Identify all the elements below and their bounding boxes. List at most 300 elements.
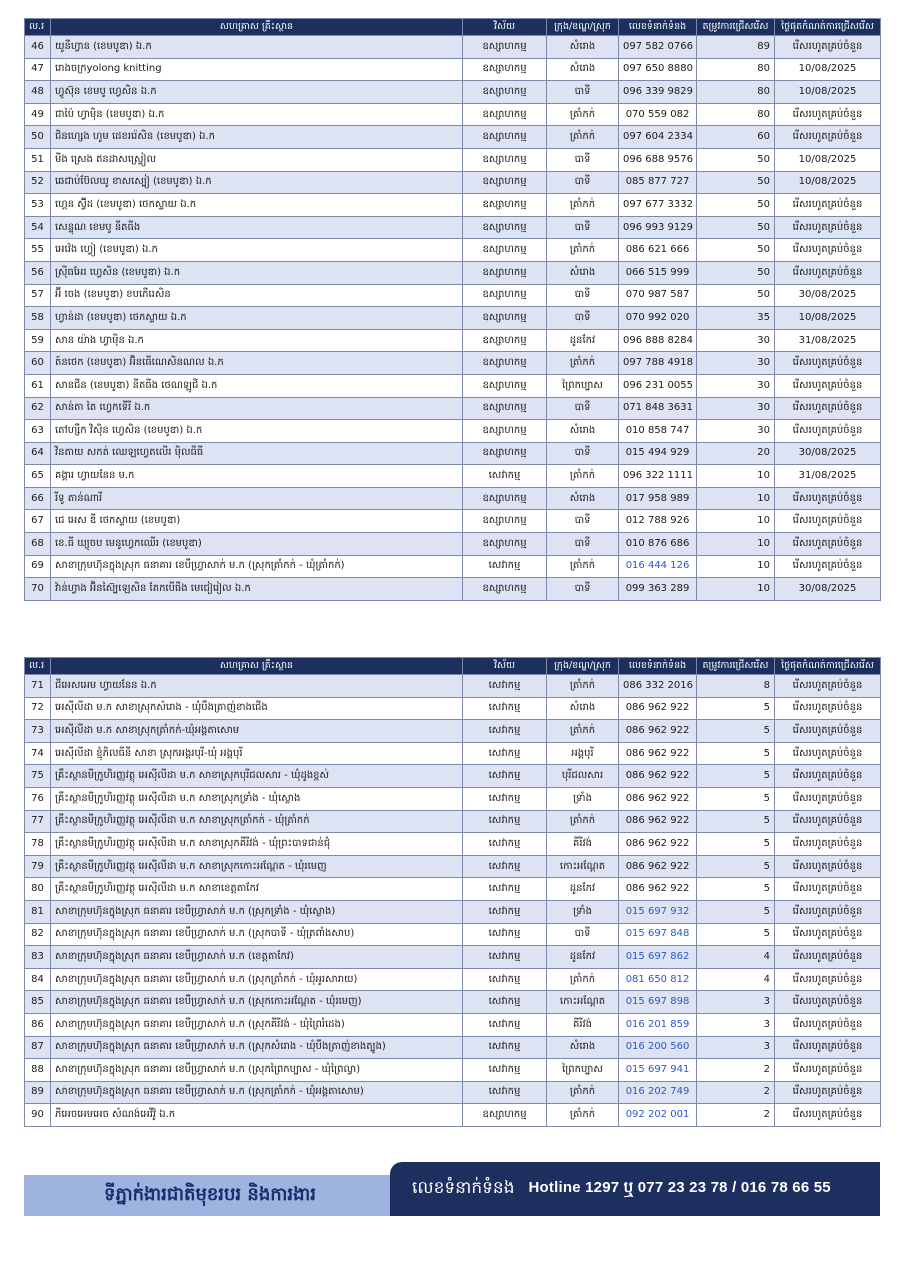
table-row (25, 352, 881, 375)
location-cell: ដូនកែវ (547, 946, 619, 969)
row-number: 75 (25, 765, 51, 788)
header-count: តម្រូវការជ្រើសរើស (697, 19, 775, 36)
header-deadline: ថ្ងៃផុតកំណត់ការជ្រើសរើស (775, 658, 881, 675)
row-number: 46 (25, 36, 51, 59)
phone-cell[interactable]: 016 200 560 (619, 1036, 697, 1059)
row-number: 61 (25, 374, 51, 397)
table-row (25, 675, 881, 698)
table-row (25, 58, 881, 81)
job-table-1-body (25, 36, 881, 601)
location-cell: ទ្រាំង (547, 900, 619, 923)
row-number: 69 (25, 555, 51, 578)
table-row (25, 991, 881, 1014)
company-name: សាខាក្រុមហ៊ុនក្នុងស្រុក ធនាគារ ខេបឺហ្វ្រាសាក់ ម.ក (ស្រុកគីរីវង់ - ឃុំព្រៃរំដេង) (51, 1013, 463, 1036)
location-cell: ត្រាំកក់ (547, 810, 619, 833)
location-cell: បាទី (547, 510, 619, 533)
location-cell: អង្គបុរី (547, 742, 619, 765)
row-number: 88 (25, 1059, 51, 1082)
company-name: សាខាក្រុមហ៊ុនក្នុងស្រុក ធនាគារ ខេបឺហ្វ្រាសាក់ ម.ក (ស្រុកព្រៃកប្បាស - ឃុំព្រៃល្វា) (51, 1059, 463, 1082)
hire-count-cell: 80 (697, 58, 775, 81)
sector-cell: ឧស្សាហកម្ម (463, 148, 547, 171)
row-number: 66 (25, 487, 51, 510)
phone-cell[interactable]: 012 788 926 (619, 510, 697, 533)
location-cell: ត្រាំកក់ (547, 720, 619, 743)
header-phone: លេខទំនាក់ទំនង (619, 19, 697, 36)
row-number: 85 (25, 991, 51, 1014)
deadline-cell: រើសរហូតគ្រប់ចំនួន (775, 878, 881, 901)
sector-cell: ឧស្សាហកម្ម (463, 374, 547, 397)
sector-cell: សេវាកម្ម (463, 991, 547, 1014)
company-name: អេស៊ីលីដា ខ្មុំភិលធីនី សាខា ស្រុកអង្គរបុរី-ឃុំ អង្គបុរី (51, 742, 463, 765)
location-cell: ត្រាំកក់ (547, 1081, 619, 1104)
table-row (25, 533, 881, 556)
row-number: 70 (25, 578, 51, 601)
table-row (25, 284, 881, 307)
company-name: សាខាក្រុមហ៊ុនក្នុងស្រុក ធនាគារ ខេបឺហ្វ្រាសាក់ ម.ក (ខេត្តតាកែវ) (51, 946, 463, 969)
phone-cell[interactable]: 066 515 999 (619, 261, 697, 284)
location-cell: សំរោង (547, 420, 619, 443)
deadline-cell: រើសរហូតគ្រប់ចំនួន (775, 397, 881, 420)
sector-cell: ឧស្សាហកម្ម (463, 1104, 547, 1127)
phone-cell[interactable]: 086 332 2016 (619, 675, 697, 698)
hire-count-cell: 2 (697, 1059, 775, 1082)
deadline-cell: 31/08/2025 (775, 329, 881, 352)
sector-cell: ឧស្សាហកម្ម (463, 420, 547, 443)
table-row (25, 555, 881, 578)
sector-cell: សេវាកម្ម (463, 1036, 547, 1059)
phone-cell[interactable]: 097 582 0766 (619, 36, 697, 59)
hire-count-cell: 50 (697, 284, 775, 307)
hire-count-cell: 5 (697, 878, 775, 901)
row-number: 87 (25, 1036, 51, 1059)
sector-cell: សេវាកម្ម (463, 833, 547, 856)
hire-count-cell: 35 (697, 307, 775, 330)
location-cell: សំរោង (547, 487, 619, 510)
table-header-row (25, 19, 881, 36)
deadline-cell: រើសរហូតគ្រប់ចំនួន (775, 126, 881, 149)
location-cell: បាទី (547, 216, 619, 239)
hire-count-cell: 2 (697, 1081, 775, 1104)
hire-count-cell: 5 (697, 697, 775, 720)
company-name: ហ្វាន់ដា (ខេមបូឌា) ថេកស្ទាយ ឯ.ក (51, 307, 463, 330)
phone-cell[interactable]: 010 876 686 (619, 533, 697, 556)
row-number: 83 (25, 946, 51, 969)
phone-cell[interactable]: 010 858 747 (619, 420, 697, 443)
company-name: សាខាក្រុមហ៊ុនក្នុងស្រុក ធនាគារ ខេបឺហ្វ្រាសាក់ ម.ក (ស្រុកត្រាំកក់ - ឃុំអង្គតាសោម) (51, 1081, 463, 1104)
table-row (25, 36, 881, 59)
company-name: សាខាក្រុមហ៊ុនក្នុងស្រុក ធនាគារ ខេបឺហ្វ្រាសាក់ ម.ក (ស្រុកសំរោង - ឃុំបឹងត្រាញ់ខាងត្បូង) (51, 1036, 463, 1059)
deadline-cell: រើសរហូតគ្រប់ចំនួន (775, 1059, 881, 1082)
company-name: អេស៊ីលីដា ម.ក សាខាស្រុកសំរោង - ឃុំបឹងត្រាញ់ខាងជើង (51, 697, 463, 720)
deadline-cell: រើសរហូតគ្រប់ចំនួន (775, 720, 881, 743)
company-name: សាន យ៉ាង ហ្វាម៉ិន ឯ.ក (51, 329, 463, 352)
phone-cell[interactable]: 099 363 289 (619, 578, 697, 601)
hire-count-cell: 3 (697, 991, 775, 1014)
table-row (25, 787, 881, 810)
company-name: សាខាក្រុមហ៊ុនក្នុងស្រុក ធនាគារ ខេបឺហ្វ្រាសាក់ ម.ក (ស្រុកត្រាំកក់ - ឃុំអូរសារាយ) (51, 968, 463, 991)
row-number: 71 (25, 675, 51, 698)
location-cell: បុរីជលសារ (547, 765, 619, 788)
company-name: សេន្ទុណ ខេមបូ នីតធីង (51, 216, 463, 239)
deadline-cell: រើសរហូតគ្រប់ចំនួន (775, 510, 881, 533)
table-row (25, 216, 881, 239)
phone-cell[interactable]: 097 788 4918 (619, 352, 697, 375)
company-name: តៅហ្សឺក វិស៊ិន ហ្វេសិន (ខេមបូឌា) ឯ.ក (51, 420, 463, 443)
phone-cell[interactable]: 086 962 922 (619, 855, 697, 878)
header-phone: លេខទំនាក់ទំនង (619, 658, 697, 675)
row-number: 74 (25, 742, 51, 765)
phone-cell[interactable]: 086 962 922 (619, 787, 697, 810)
deadline-cell: រើសរហូតគ្រប់ចំនួន (775, 946, 881, 969)
row-number: 49 (25, 103, 51, 126)
contact-label: លេខទំនាក់ទំនង (412, 1177, 515, 1198)
hire-count-cell: 10 (697, 555, 775, 578)
deadline-cell: 10/08/2025 (775, 307, 881, 330)
phone-cell[interactable]: 092 202 001 (619, 1104, 697, 1127)
hire-count-cell: 2 (697, 1104, 775, 1127)
table-row (25, 855, 881, 878)
row-number: 48 (25, 81, 51, 104)
company-name: ឆេជាប់ប៊ែលឃូ ខាសស្បៀ (ខេមបូឌា) ឯ.ក (51, 171, 463, 194)
contact-box (390, 1162, 880, 1216)
org-name: ទីភ្នាក់ងារជាតិមុខរបរ និងការងារ (24, 1175, 396, 1216)
table-row (25, 742, 881, 765)
hire-count-cell: 10 (697, 533, 775, 556)
table-row (25, 810, 881, 833)
phone-cell[interactable]: 097 604 2334 (619, 126, 697, 149)
deadline-cell: រើសរហូតគ្រប់ចំនួន (775, 923, 881, 946)
location-cell: ព្រៃកប្បាស (547, 374, 619, 397)
table-row (25, 946, 881, 969)
row-number: 57 (25, 284, 51, 307)
company-name: សាខាក្រុមហ៊ុនក្នុងស្រុក ធនាគារ ខេបឺហ្វ្រាសាក់ ម.ក (ស្រុកត្រាំកក់ - ឃុំត្រាំកក់) (51, 555, 463, 578)
row-number: 52 (25, 171, 51, 194)
hire-count-cell: 5 (697, 720, 775, 743)
company-name: ហ្វូស៊ុន ខេមបូ ហ្វេសិន ឯ.ក (51, 81, 463, 104)
table-row (25, 194, 881, 217)
table-row (25, 126, 881, 149)
company-name: វិនតាយ សកត់ ឈេឡហ្វេតលើរ ម៉ិលធីធី (51, 442, 463, 465)
phone-cell[interactable]: 071 848 3631 (619, 397, 697, 420)
phone-cell[interactable]: 016 202 749 (619, 1081, 697, 1104)
location-cell: កោះអណ្ដែត (547, 855, 619, 878)
location-cell: ទ្រាំង (547, 787, 619, 810)
hire-count-cell: 5 (697, 855, 775, 878)
table-row (25, 1013, 881, 1036)
table-row (25, 148, 881, 171)
company-name: គ្រឹះស្ថានមីក្រូហិរញ្ញវត្ថុ អេស៊ីលីដា ម.ក សាខាស្រុកកោះអណ្ដែត - ឃុំរមេញ (51, 855, 463, 878)
row-number: 65 (25, 465, 51, 488)
company-name: ជាប៉ៃ ហ្វាម៉ិន (ខេមបូឌា) ឯ.ក (51, 103, 463, 126)
hire-count-cell: 5 (697, 810, 775, 833)
location-cell: បាទី (547, 578, 619, 601)
company-name: គ្រឹះស្ថានមីក្រូហិរញ្ញវត្ថុ អេស៊ីលីដា ម.ក សាខាស្រុកបុរីជលសារ - ឃុំដូងខ្ពស់ (51, 765, 463, 788)
location-cell: បាទី (547, 284, 619, 307)
location-cell: បាទី (547, 81, 619, 104)
deadline-cell: រើសរហូតគ្រប់ចំនួន (775, 787, 881, 810)
hire-count-cell: 30 (697, 420, 775, 443)
table-row (25, 465, 881, 488)
phone-cell[interactable]: 096 339 9829 (619, 81, 697, 104)
deadline-cell: 10/08/2025 (775, 148, 881, 171)
phone-cell[interactable]: 070 992 020 (619, 307, 697, 330)
deadline-cell: រើសរហូតគ្រប់ចំនួន (775, 765, 881, 788)
hire-count-cell: 3 (697, 1036, 775, 1059)
location-cell: ត្រាំកក់ (547, 675, 619, 698)
sector-cell: ឧស្សាហកម្ម (463, 284, 547, 307)
hire-count-cell: 5 (697, 787, 775, 810)
row-number: 51 (25, 148, 51, 171)
sector-cell: ឧស្សាហកម្ម (463, 533, 547, 556)
row-number: 81 (25, 900, 51, 923)
phone-cell[interactable]: 097 677 3332 (619, 194, 697, 217)
table-row (25, 171, 881, 194)
phone-cell[interactable]: 096 322 1111 (619, 465, 697, 488)
location-cell: កោះអណ្ដែត (547, 991, 619, 1014)
hire-count-cell: 80 (697, 103, 775, 126)
phone-cell[interactable]: 086 621 666 (619, 239, 697, 262)
company-name: ខេ.ធី ឃ្យុចប មេនូហ្វេកឈើរ (ខេមបូឌា) (51, 533, 463, 556)
table-row (25, 442, 881, 465)
location-cell: ត្រាំកក់ (547, 239, 619, 262)
phone-cell[interactable]: 096 888 8284 (619, 329, 697, 352)
phone-cell[interactable]: 081 650 812 (619, 968, 697, 991)
phone-cell[interactable]: 096 993 9129 (619, 216, 697, 239)
hire-count-cell: 30 (697, 374, 775, 397)
sector-cell: សេវាកម្ម (463, 720, 547, 743)
location-cell: ត្រាំកក់ (547, 1104, 619, 1127)
row-number: 59 (25, 329, 51, 352)
row-number: 80 (25, 878, 51, 901)
hire-count-cell: 50 (697, 261, 775, 284)
phone-cell[interactable]: 086 962 922 (619, 742, 697, 765)
location-cell: ត្រាំកក់ (547, 968, 619, 991)
deadline-cell: រើសរហូតគ្រប់ចំនួន (775, 216, 881, 239)
sector-cell: សេវាកម្ម (463, 1059, 547, 1082)
company-name: គ្រឹះស្ថានមីក្រូហិរញ្ញវត្ថុ អេស៊ីលីដា ម.ក សាខាស្រុកគីរីវង់ - ឃុំព្រះបាទជាន់ជុំ (51, 833, 463, 856)
sector-cell: សេវាកម្ម (463, 1013, 547, 1036)
table-row (25, 1036, 881, 1059)
table-row (25, 307, 881, 330)
deadline-cell: រើសរហូតគ្រប់ចំនួន (775, 239, 881, 262)
deadline-cell: រើសរហូតគ្រប់ចំនួន (775, 533, 881, 556)
sector-cell: សេវាកម្ម (463, 855, 547, 878)
deadline-cell: រើសរហូតគ្រប់ចំនួន (775, 1013, 881, 1036)
company-name: សាខាក្រុមហ៊ុនក្នុងស្រុក ធនាគារ ខេបឺហ្វ្រាសាក់ ម.ក (ស្រុកទ្រាំង - ឃុំស្លោង) (51, 900, 463, 923)
table-row (25, 720, 881, 743)
deadline-cell: រើសរហូតគ្រប់ចំនួន (775, 194, 881, 217)
table-row (25, 697, 881, 720)
hire-count-cell: 30 (697, 352, 775, 375)
phone-cell[interactable]: 086 962 922 (619, 833, 697, 856)
table-row (25, 103, 881, 126)
company-name: ជិនហ្សេង ហូម ដេខររ៉េសិន (ខេមបូឌា) ឯ.ក (51, 126, 463, 149)
deadline-cell: 30/08/2025 (775, 578, 881, 601)
row-number: 78 (25, 833, 51, 856)
row-number: 82 (25, 923, 51, 946)
row-number: 64 (25, 442, 51, 465)
sector-cell: ឧស្សាហកម្ម (463, 487, 547, 510)
company-name: សានជីន (ខេមបូឌា) នីតធីង ថេណឡូជី ឯ.ក (51, 374, 463, 397)
row-number: 62 (25, 397, 51, 420)
table-row (25, 329, 881, 352)
row-number: 76 (25, 787, 51, 810)
company-name: អ៊ី ចេង (ខេមបូឌា) ខបភើរេសិន (51, 284, 463, 307)
deadline-cell: រើសរហូតគ្រប់ចំនួន (775, 968, 881, 991)
hire-count-cell: 5 (697, 923, 775, 946)
phone-cell[interactable]: 015 697 941 (619, 1059, 697, 1082)
phone-cell[interactable]: 086 962 922 (619, 765, 697, 788)
phone-cell[interactable]: 096 231 0055 (619, 374, 697, 397)
sector-cell: សេវាកម្ម (463, 878, 547, 901)
row-number: 67 (25, 510, 51, 533)
table-row (25, 397, 881, 420)
row-number: 54 (25, 216, 51, 239)
location-cell: ត្រាំកក់ (547, 126, 619, 149)
hire-count-cell: 30 (697, 329, 775, 352)
hire-count-cell: 10 (697, 510, 775, 533)
company-name: គ្រឹះស្ថានមីក្រូហិរញ្ញវត្ថុ អេស៊ីលីដា ម.ក សាខាស្រុកត្រាំកក់ - ឃុំត្រាំកក់ (51, 810, 463, 833)
sector-cell: សេវាកម្ម (463, 787, 547, 810)
table-header-row (25, 658, 881, 675)
hire-count-cell: 89 (697, 36, 775, 59)
sector-cell: ឧស្សាហកម្ម (463, 126, 547, 149)
phone-cell[interactable]: 015 697 848 (619, 923, 697, 946)
location-cell: ត្រាំកក់ (547, 103, 619, 126)
hotline-number[interactable]: Hotline 1297 ឬ 077 23 23 78 / 016 78 66 55 (528, 1179, 831, 1196)
location-cell: សំរោង (547, 36, 619, 59)
sector-cell: សេវាកម្ម (463, 765, 547, 788)
row-number: 79 (25, 855, 51, 878)
table-row (25, 900, 881, 923)
hire-count-cell: 50 (697, 148, 775, 171)
header-count: តម្រូវការជ្រើសរើស (697, 658, 775, 675)
header-no: ល.រ (25, 19, 51, 36)
sector-cell: ឧស្សាហកម្ម (463, 329, 547, 352)
row-number: 58 (25, 307, 51, 330)
sector-cell: ឧស្សាហកម្ម (463, 103, 547, 126)
company-name: អេស៊ីលីដា ម.ក សាខាស្រុកត្រាំកក់-ឃុំអង្គតាសោម (51, 720, 463, 743)
sector-cell: សេវាកម្ម (463, 968, 547, 991)
sector-cell: ឧស្សាហកម្ម (463, 352, 547, 375)
company-name: ជេ អេស ឌី ថេកស្ទាយ (ខេមបូឌា) (51, 510, 463, 533)
company-name: វ៉ាន់ហ្វាង អ៊ិនស៊្បៃឡេសិន តែកបើធីង មេជៀរៀល ឯ.ក (51, 578, 463, 601)
row-number: 47 (25, 58, 51, 81)
phone-cell[interactable]: 015 697 898 (619, 991, 697, 1014)
location-cell: បាទី (547, 397, 619, 420)
hire-count-cell: 10 (697, 465, 775, 488)
location-cell: សំរោង (547, 697, 619, 720)
hire-count-cell: 5 (697, 742, 775, 765)
phone-cell[interactable]: 017 958 989 (619, 487, 697, 510)
phone-cell[interactable]: 016 444 126 (619, 555, 697, 578)
row-number: 55 (25, 239, 51, 262)
deadline-cell: រើសរហូតគ្រប់ចំនួន (775, 697, 881, 720)
phone-cell[interactable]: 085 877 727 (619, 171, 697, 194)
sector-cell: ឧស្សាហកម្ម (463, 261, 547, 284)
hire-count-cell: 50 (697, 171, 775, 194)
job-table-1 (24, 18, 881, 601)
company-name: គង្គារ ហ្វាយនែន ម.ក (51, 465, 463, 488)
phone-cell[interactable]: 086 962 922 (619, 878, 697, 901)
company-name: ត៍នថេក (ខេមបូឌា) អ៊ិនធើណេសិនណល ឯ.ក (51, 352, 463, 375)
row-number: 68 (25, 533, 51, 556)
hire-count-cell: 10 (697, 578, 775, 601)
location-cell: ត្រាំកក់ (547, 555, 619, 578)
sector-cell: សេវាកម្ម (463, 946, 547, 969)
deadline-cell: 30/08/2025 (775, 442, 881, 465)
location-cell: ព្រៃកប្បាស (547, 1059, 619, 1082)
deadline-cell: រើសរហូតគ្រប់ចំនួន (775, 742, 881, 765)
deadline-cell: 10/08/2025 (775, 171, 881, 194)
location-cell: ដូនកែវ (547, 329, 619, 352)
header-sector: វិស័យ (463, 19, 547, 36)
header-deadline: ថ្ងៃផុតកំណត់ការជ្រើសរើស (775, 19, 881, 36)
deadline-cell: 10/08/2025 (775, 81, 881, 104)
company-name: គ្រឹះស្ថានមីក្រូហិរញ្ញវត្ថុ អេស៊ីលីដា ម.ក សាខាខេត្តតាកែវ (51, 878, 463, 901)
phone-cell[interactable]: 015 697 862 (619, 946, 697, 969)
sector-cell: ឧស្សាហកម្ម (463, 36, 547, 59)
phone-cell[interactable]: 070 987 587 (619, 284, 697, 307)
location-cell: បាទី (547, 171, 619, 194)
deadline-cell: រើសរហូតគ្រប់ចំនួន (775, 991, 881, 1014)
hire-count-cell: 20 (697, 442, 775, 465)
phone-cell[interactable]: 096 688 9576 (619, 148, 697, 171)
sector-cell: ឧស្សាហកម្ម (463, 81, 547, 104)
phone-cell[interactable]: 015 697 932 (619, 900, 697, 923)
phone-cell[interactable]: 015 494 929 (619, 442, 697, 465)
company-name: គ្រឹះស្ថានមីក្រូហិរញ្ញវត្ថុ អេស៊ីលីដា ម.ក សាខាស្រុកទ្រាំង - ឃុំស្លោង (51, 787, 463, 810)
header-sector: វិស័យ (463, 658, 547, 675)
phone-cell[interactable]: 086 962 922 (619, 697, 697, 720)
deadline-cell: រើសរហូតគ្រប់ចំនួន (775, 103, 881, 126)
header-location: ក្រុង/ខណ្ឌ/ស្រុក (547, 19, 619, 36)
row-number: 72 (25, 697, 51, 720)
company-name: អេវ៉េង ហ្វៀ (ខេមបូឌា) ឯ.ក (51, 239, 463, 262)
hire-count-cell: 50 (697, 216, 775, 239)
hire-count-cell: 5 (697, 900, 775, 923)
phone-cell[interactable]: 086 962 922 (619, 720, 697, 743)
row-number: 60 (25, 352, 51, 375)
table-row (25, 239, 881, 262)
location-cell: សំរោង (547, 261, 619, 284)
phone-cell[interactable]: 097 650 8880 (619, 58, 697, 81)
sector-cell: ឧស្សាហកម្ម (463, 307, 547, 330)
deadline-cell: រើសរហូតគ្រប់ចំនួន (775, 487, 881, 510)
hire-count-cell: 8 (697, 675, 775, 698)
company-name: សាខាក្រុមហ៊ុនក្នុងស្រុក ធនាគារ ខេបឺហ្វ្រាសាក់ ម.ក (ស្រុកកោះអណ្ដែត - ឃុំរមេញ) (51, 991, 463, 1014)
header-location: ក្រុង/ខណ្ឌ/ស្រុក (547, 658, 619, 675)
sector-cell: ឧស្សាហកម្ម (463, 58, 547, 81)
company-name: រោងចក្រyolong knitting (51, 58, 463, 81)
table-row (25, 420, 881, 443)
sector-cell: ឧស្សាហកម្ម (463, 578, 547, 601)
phone-cell[interactable]: 016 201 859 (619, 1013, 697, 1036)
hire-count-cell: 5 (697, 833, 775, 856)
location-cell: បាទី (547, 923, 619, 946)
row-number: 90 (25, 1104, 51, 1127)
phone-cell[interactable]: 086 962 922 (619, 810, 697, 833)
deadline-cell: 10/08/2025 (775, 58, 881, 81)
sector-cell: សេវាកម្ម (463, 923, 547, 946)
phone-cell[interactable]: 070 559 082 (619, 103, 697, 126)
deadline-cell: 31/08/2025 (775, 465, 881, 488)
hire-count-cell: 60 (697, 126, 775, 149)
row-number: 86 (25, 1013, 51, 1036)
location-cell: សំរោង (547, 58, 619, 81)
row-number: 56 (25, 261, 51, 284)
table-row (25, 487, 881, 510)
